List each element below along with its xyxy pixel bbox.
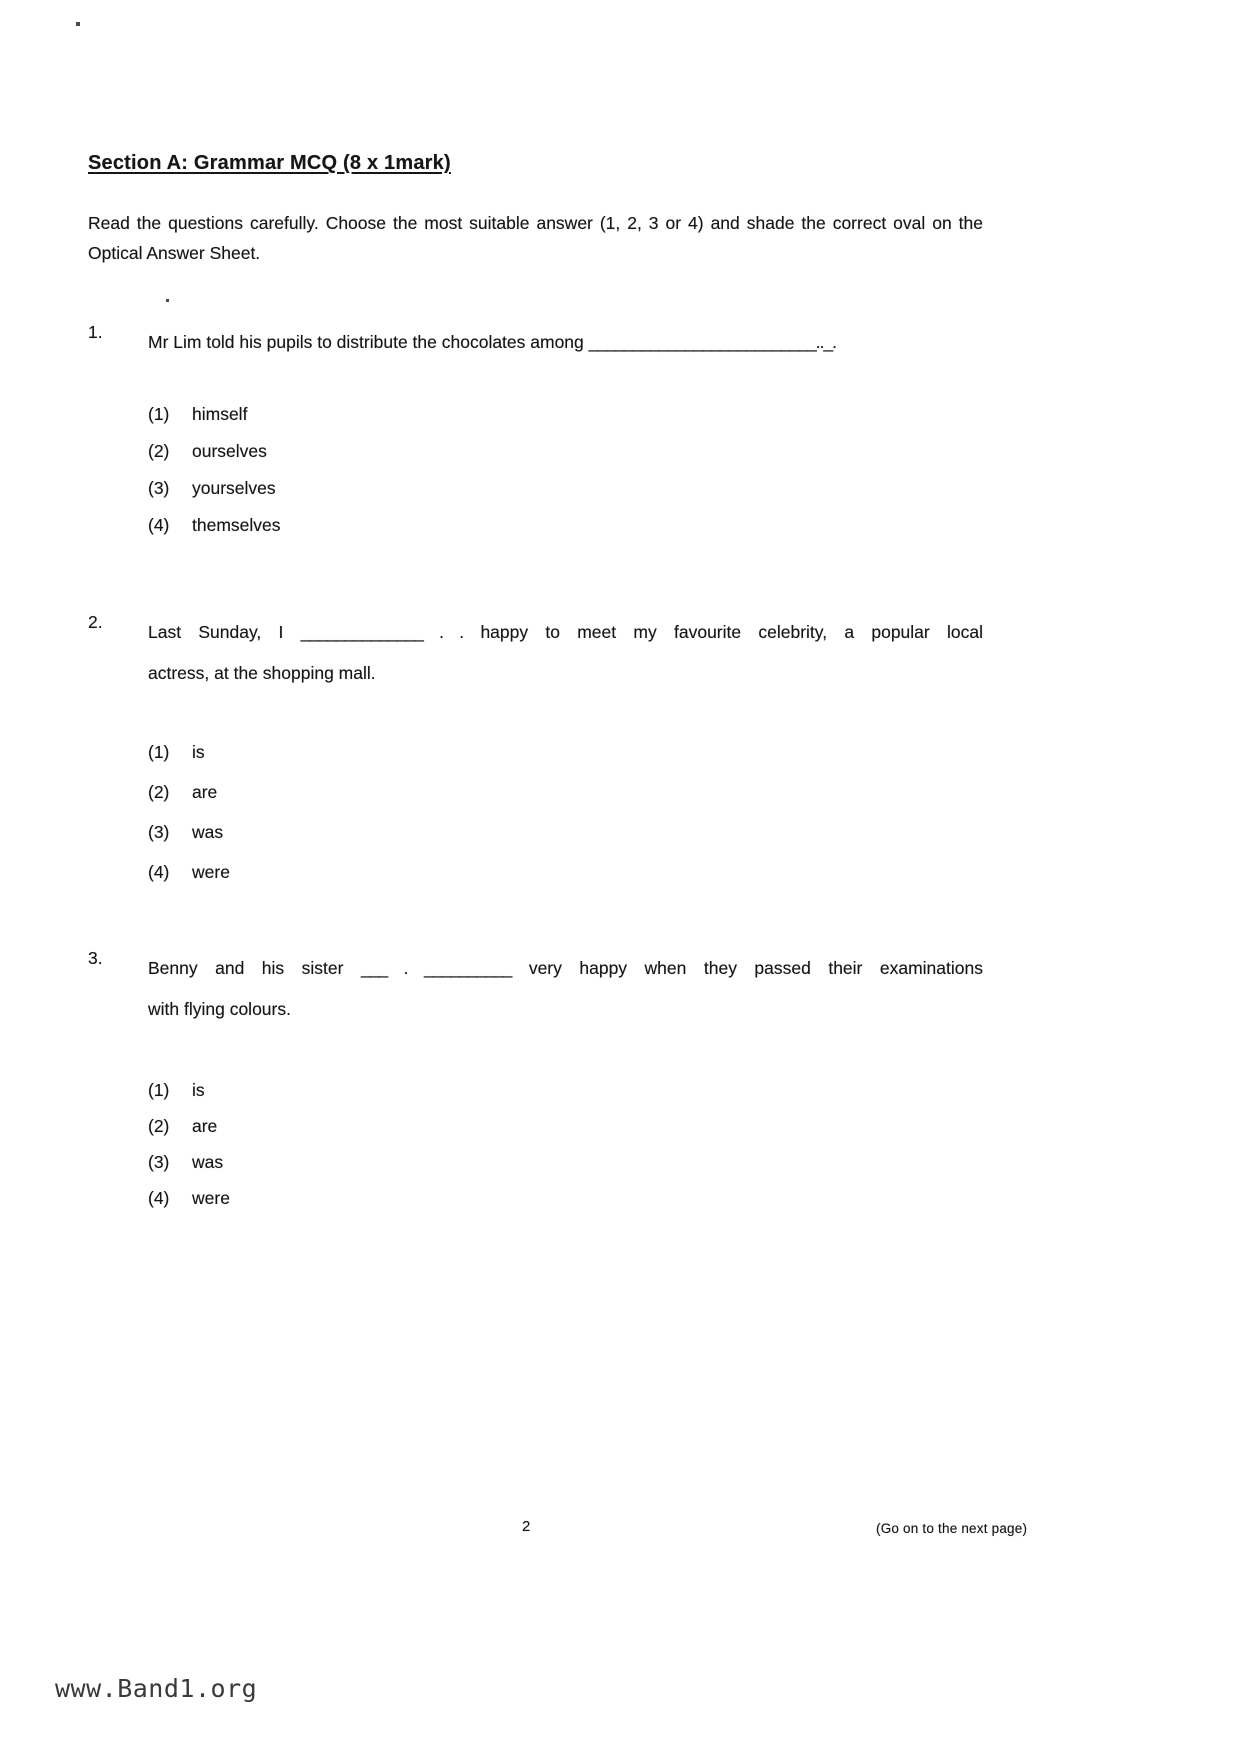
option-number: (4)	[148, 862, 170, 882]
option-row	[148, 441, 281, 478]
option-row	[148, 404, 281, 441]
instructions-text: Read the questions carefully. Choose the most suitable answer (1, 2, 3 or 4) and shade the correct oval on the Optical Answer Sheet.	[88, 213, 983, 263]
option-row	[148, 862, 230, 902]
question-3-number: 3.	[88, 948, 103, 968]
question-1-options	[148, 404, 281, 552]
option-number: (1)	[148, 404, 170, 424]
option-row	[148, 478, 281, 515]
question-1	[88, 322, 983, 363]
question-2	[88, 612, 983, 694]
option-label: ourselves	[192, 441, 267, 461]
question-2-text	[148, 612, 983, 694]
question-2-number: 2.	[88, 612, 103, 632]
option-number: (3)	[148, 822, 170, 842]
option-label: himself	[192, 404, 248, 424]
scan-artifact-dot	[76, 22, 80, 26]
question-3-options	[148, 1080, 230, 1224]
option-label: is	[192, 742, 205, 762]
option-number: (2)	[148, 441, 170, 461]
question-1-number: 1.	[88, 322, 103, 342]
option-label: themselves	[192, 515, 281, 535]
option-row	[148, 1116, 230, 1152]
question-2-line1	[148, 612, 983, 653]
page-number: 2	[522, 1518, 531, 1535]
question-1-text	[148, 322, 983, 363]
option-row	[148, 515, 281, 552]
option-label: yourselves	[192, 478, 276, 498]
option-row	[148, 822, 230, 862]
option-number: (3)	[148, 478, 170, 498]
question-1-stem: Mr Lim told his pupils to distribute the chocolates among	[148, 332, 584, 352]
option-number: (1)	[148, 1080, 170, 1100]
option-label: was	[192, 822, 224, 842]
question-2-tail: happy to meet my favourite celebrity, a popular local	[480, 622, 983, 642]
option-label: are	[192, 782, 218, 802]
option-number: (3)	[148, 1152, 170, 1172]
option-label: were	[192, 862, 230, 882]
option-number: (2)	[148, 782, 170, 802]
question-3-tail: very happy when they passed their examinations	[528, 958, 983, 978]
option-label: are	[192, 1116, 218, 1136]
question-3	[88, 948, 983, 1030]
option-row	[148, 782, 230, 822]
question-2-line2: actress, at the shopping mall.	[148, 663, 376, 683]
scan-artifact-dot	[166, 299, 169, 302]
watermark-url: www.Band1.org	[55, 1674, 258, 1703]
option-number: (4)	[148, 515, 170, 535]
question-3-text	[148, 948, 983, 1030]
option-row	[148, 1080, 230, 1116]
option-number: (4)	[148, 1188, 170, 1208]
option-label: is	[192, 1080, 205, 1100]
option-label: was	[192, 1152, 224, 1172]
option-number: (2)	[148, 1116, 170, 1136]
question-3-line2: with flying colours.	[148, 999, 291, 1019]
next-page-note: (Go on to the next page)	[876, 1521, 1028, 1536]
question-3-stem: Benny and his sister	[148, 958, 344, 978]
section-title: Section A: Grammar MCQ (8 x 1mark)	[88, 152, 451, 174]
question-2-blank: ______________ . .	[300, 622, 464, 642]
question-2-stem: Last Sunday, I	[148, 622, 284, 642]
option-row	[148, 1152, 230, 1188]
question-2-options	[148, 742, 230, 902]
option-number: (1)	[148, 742, 170, 762]
option-label: were	[192, 1188, 230, 1208]
option-row	[148, 1188, 230, 1224]
question-1-blank: __________________________.._.	[588, 332, 837, 352]
question-3-line1	[148, 948, 983, 989]
question-3-blank: ___ . __________	[360, 958, 512, 978]
option-row	[148, 742, 230, 782]
